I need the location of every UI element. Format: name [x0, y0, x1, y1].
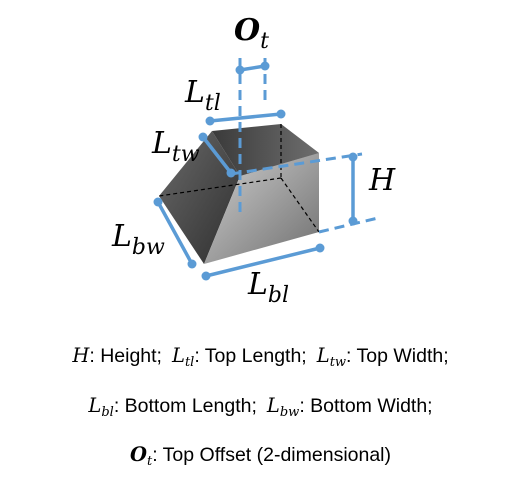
legend-top-offset-symbol: $O_t$: [129, 443, 153, 469]
legend-line-3: [0, 443, 521, 469]
bottom-plane-guide: [319, 218, 378, 232]
legend-top-offset-text: : Top Offset (2-dimensional): [152, 444, 392, 466]
legend-height-text: : Height;: [89, 345, 162, 367]
label-bottom-width: $L_{bw}$: [112, 219, 165, 260]
legend-line-2: [0, 394, 521, 420]
legend-bottom-width-text: : Bottom Width;: [299, 395, 433, 417]
legend-line-1: [0, 344, 521, 370]
legend-top-length-text: : Top Length;: [194, 345, 307, 367]
legend-top-width-symbol: $L_{tw}$: [316, 344, 347, 370]
label-top-offset: $O_t$: [234, 13, 269, 54]
label-bottom-length: $L_{bl}$: [248, 267, 290, 308]
height-dimension: [349, 153, 358, 226]
legend-top-width-text: : Top Width;: [346, 345, 449, 367]
legend-top-length-symbol: $L_{tl}$: [171, 344, 195, 370]
legend-bottom-length-symbol: $L_{bl}$: [88, 394, 114, 420]
legend-bottom-width-symbol: $L_{bw}$: [266, 394, 300, 420]
label-top-length: $L_{tl}$: [185, 75, 221, 116]
legend-height-symbol: H: [72, 344, 90, 367]
label-top-width: $L_{tw}$: [152, 126, 200, 167]
legend-bottom-length-text: : Bottom Length;: [113, 395, 257, 417]
label-height: H: [369, 163, 396, 198]
